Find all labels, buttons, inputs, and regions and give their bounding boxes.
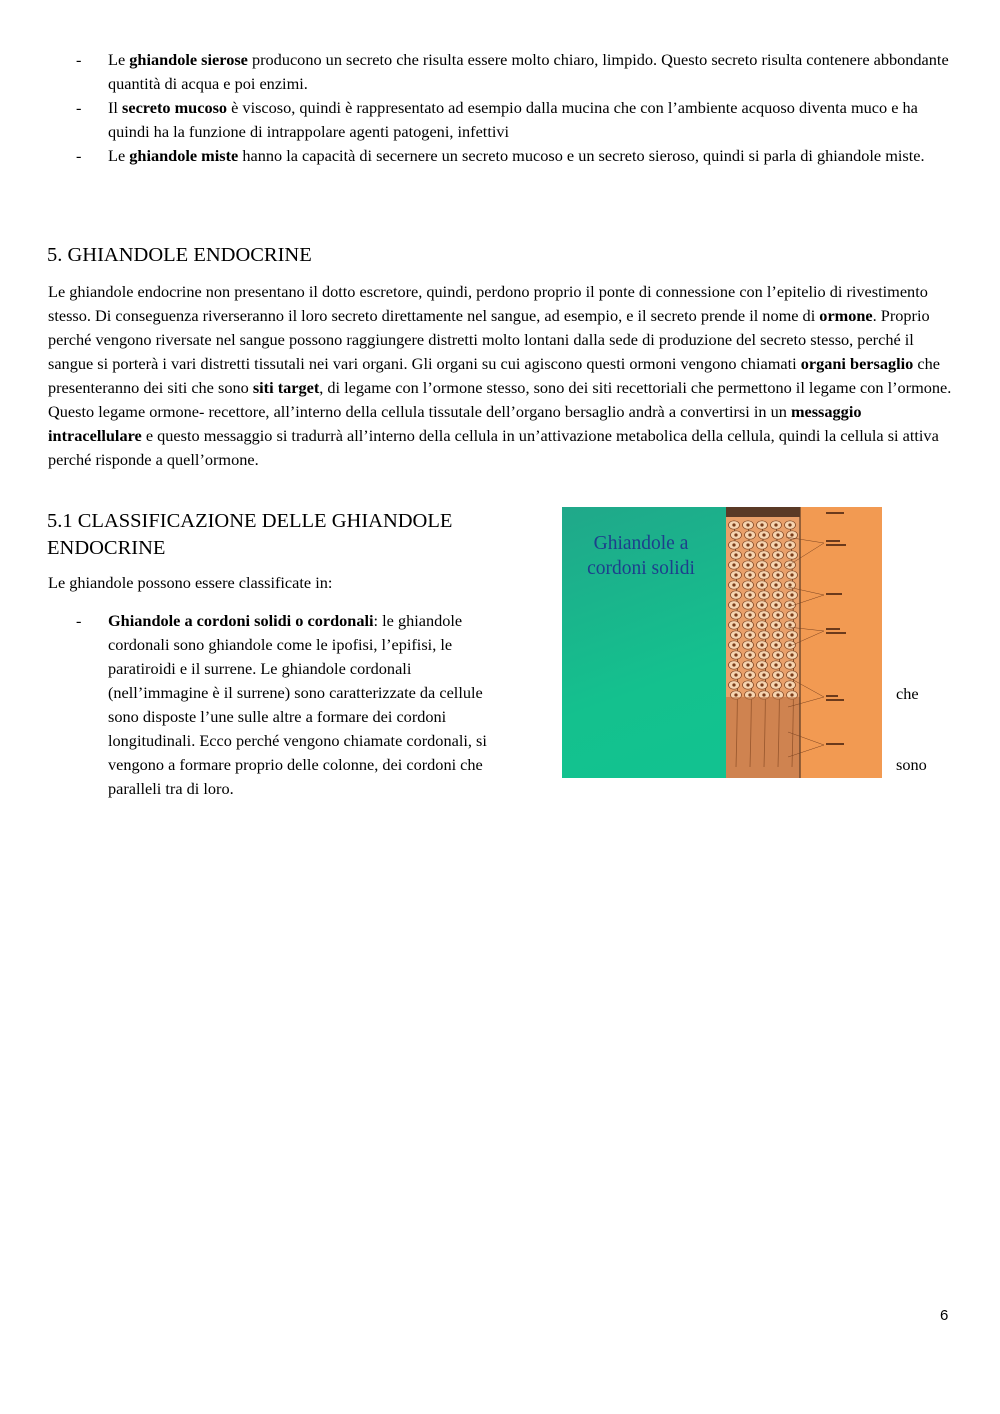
cell-nucleus: [763, 554, 766, 557]
cell-nucleus: [763, 614, 766, 617]
figure-title-line1: Ghiandole a: [593, 533, 689, 554]
cell-nucleus: [791, 614, 794, 617]
list-item-line: [108, 609, 568, 633]
list-item-line: [108, 657, 568, 681]
cell-nucleus: [733, 644, 736, 647]
cell-nucleus: [763, 534, 766, 537]
text-run: e questo messaggio si tradurrà all’interno della cellula in un’attivazione metabolica della cellula, quindi la cellula si attiva perché risponde a quell’ormone.: [48, 426, 939, 469]
list-item-line: [108, 729, 568, 753]
text-run: vengono a formare proprio delle colonne, dei cordoni che: [108, 755, 483, 774]
cell-nucleus: [747, 544, 750, 547]
list-item-line: [108, 681, 568, 705]
bold-term: ormone: [819, 306, 873, 325]
cell-nucleus: [789, 544, 792, 547]
list-dash: -: [76, 50, 82, 69]
cell-nucleus: [777, 534, 780, 537]
text-run: paralleli tra di loro.: [108, 779, 234, 798]
cell-nucleus: [749, 694, 752, 697]
text-run: cordonali sono ghiandole come le ipofisi, l’epifisi, le: [108, 635, 453, 654]
gland-type-list: [76, 48, 956, 168]
list-dash: -: [76, 611, 82, 630]
cell-nucleus: [763, 634, 766, 637]
cell-nucleus: [791, 694, 794, 697]
cell-nucleus: [775, 604, 778, 607]
text-run: sono disposte l’une sulle altre a formare dei cordoni: [108, 707, 447, 726]
cell-nucleus: [775, 564, 778, 567]
list-item-line: [108, 633, 568, 657]
section-5-1-heading-line2: ENDOCRINE: [47, 537, 166, 559]
histology-drawing: [726, 507, 882, 778]
text-run: Le ghiandole endocrine non presentano il dotto escretore, quindi, perdono proprio il ponte di connessione con l’epitelio di rivestimento stesso. Di conseguenza riverseranno il loro secreto direttamente nel sangue, ad esempio, e il secreto prende il nome di: [48, 282, 928, 325]
text-run: : le ghiandole: [373, 611, 463, 630]
cell-nucleus: [735, 694, 738, 697]
cell-nucleus: [777, 614, 780, 617]
cell-nucleus: [761, 644, 764, 647]
cell-nucleus: [775, 544, 778, 547]
cell-nucleus: [733, 584, 736, 587]
cell-nucleus: [733, 524, 736, 527]
cell-nucleus: [775, 584, 778, 587]
cell-nucleus: [777, 594, 780, 597]
text-run: Le: [108, 146, 130, 165]
cell-nucleus: [777, 634, 780, 637]
bold-term: siti target: [252, 378, 320, 397]
bold-term: ghiandole sierose: [129, 50, 248, 69]
cell-nucleus: [761, 524, 764, 527]
section-5-1-heading-line1: 5.1 CLASSIFICAZIONE DELLE GHIANDOLE: [47, 510, 453, 532]
bold-term: organi bersaglio: [800, 354, 914, 373]
cell-nucleus: [761, 604, 764, 607]
cell-nucleus: [763, 674, 766, 677]
cell-nucleus: [747, 604, 750, 607]
text-run: è viscoso, quindi è rappresentato ad esempio dalla mucina che con l’ambiente acquoso diventa muco e ha quindi ha la funzione di intrappolare agenti patogeni, infettivi: [108, 98, 918, 141]
text-run: Il: [108, 98, 123, 117]
cell-nucleus: [775, 624, 778, 627]
cell-nucleus: [791, 534, 794, 537]
cell-nucleus: [747, 564, 750, 567]
list-item-line: [108, 705, 568, 729]
gland-type-item: [76, 48, 956, 96]
text-run: (nell’immagine è il surrene) sono caratterizzate da cellule: [108, 683, 483, 702]
cell-nucleus: [735, 554, 738, 557]
cell-nucleus: [763, 594, 766, 597]
cell-nucleus: [761, 664, 764, 667]
cell-nucleus: [763, 574, 766, 577]
cell-nucleus: [775, 684, 778, 687]
cell-nucleus: [749, 594, 752, 597]
text-run: hanno la capacità di secernere un secreto mucoso e un secreto sieroso, quindi si parla di ghiandole miste.: [238, 146, 925, 165]
text-run: che presenteranno dei siti che sono: [48, 354, 940, 397]
cell-nucleus: [749, 654, 752, 657]
text-run: , di legame con l’ormone stesso, sono dei siti recettoriali che permettono il legame con l’ormone. Questo legame ormone- recettore, all’interno della cellula tissutale dell’organo bersaglio andrà a convertirsi in un: [48, 378, 952, 421]
adrenal-gland-figure: [562, 507, 882, 778]
text-run: longitudinali. Ecco perché vengono chiamate cordonali, si: [108, 731, 487, 750]
cell-nucleus: [777, 554, 780, 557]
cell-nucleus: [749, 534, 752, 537]
cell-nucleus: [777, 574, 780, 577]
cell-nucleus: [735, 574, 738, 577]
cell-nucleus: [761, 624, 764, 627]
cell-nucleus: [791, 634, 794, 637]
cell-nucleus: [735, 654, 738, 657]
cell-nucleus: [747, 584, 750, 587]
cell-nucleus: [777, 654, 780, 657]
figure-title-line2: cordoni solidi: [587, 558, 695, 579]
cell-nucleus: [791, 654, 794, 657]
text-run: paratiroidi e il surrene. Le ghiandole cordonali: [108, 659, 412, 678]
cell-nucleus: [789, 524, 792, 527]
cell-nucleus: [763, 694, 766, 697]
page-number: 6: [940, 1307, 949, 1324]
cell-nucleus: [735, 534, 738, 537]
cell-nucleus: [747, 644, 750, 647]
classification-intro: Le ghiandole possono essere classificate in:: [48, 573, 333, 592]
cell-nucleus: [761, 584, 764, 587]
cell-nucleus: [749, 674, 752, 677]
cell-nucleus: [761, 544, 764, 547]
cell-nucleus: [733, 564, 736, 567]
histology-illustration: [726, 507, 882, 778]
list-item-line: [108, 753, 568, 777]
cell-nucleus: [789, 584, 792, 587]
wrapped-word-che: che: [896, 684, 919, 703]
cell-nucleus: [761, 684, 764, 687]
cell-nucleus: [735, 614, 738, 617]
cell-nucleus: [735, 634, 738, 637]
text-run: Le: [108, 50, 130, 69]
list-dash: -: [76, 98, 82, 117]
gland-type-item: [76, 144, 956, 168]
cell-nucleus: [749, 634, 752, 637]
cell-nucleus: [735, 674, 738, 677]
cell-nucleus: [747, 524, 750, 527]
cell-nucleus: [735, 594, 738, 597]
list-dash: -: [76, 146, 82, 165]
list-item-line: [108, 777, 568, 801]
cell-nucleus: [749, 554, 752, 557]
bold-term: messaggio intracellulare: [48, 402, 862, 445]
wrapped-word-sono: sono: [896, 755, 927, 774]
text-run: producono un secreto che risulta essere molto chiaro, limpido. Questo secreto risulta contenere abbondante quantità di acqua e poi enzimi.: [108, 50, 949, 93]
cell-nucleus: [749, 614, 752, 617]
cell-nucleus: [747, 684, 750, 687]
cell-nucleus: [791, 554, 794, 557]
bold-term: secreto mucoso: [122, 98, 228, 117]
cell-nucleus: [791, 594, 794, 597]
cell-nucleus: [733, 664, 736, 667]
section-5-paragraph: [48, 280, 953, 472]
cell-nucleus: [775, 664, 778, 667]
bold-term: Ghiandole a cordoni solidi o cordonali: [108, 611, 374, 630]
cell-nucleus: [791, 574, 794, 577]
cell-nucleus: [733, 684, 736, 687]
cell-nucleus: [789, 684, 792, 687]
figure-title: [570, 531, 712, 581]
cell-nucleus: [789, 664, 792, 667]
cell-nucleus: [747, 664, 750, 667]
bold-term: ghiandole miste: [129, 146, 239, 165]
cell-nucleus: [775, 644, 778, 647]
cell-nucleus: [791, 674, 794, 677]
cell-nucleus: [747, 624, 750, 627]
cell-nucleus: [763, 654, 766, 657]
cell-nucleus: [777, 694, 780, 697]
section-5-heading: 5. GHIANDOLE ENDOCRINE: [47, 244, 312, 266]
cell-nucleus: [733, 604, 736, 607]
gland-type-item: [76, 96, 956, 144]
cell-nucleus: [761, 564, 764, 567]
cell-nucleus: [749, 574, 752, 577]
cell-nucleus: [775, 524, 778, 527]
cell-nucleus: [789, 624, 792, 627]
cell-nucleus: [733, 624, 736, 627]
text-run: . Proprio perché vengono riversate nel sangue possono raggiungere distretti molto lontani dalla sede di produzione del secreto stesso, perché il sangue si porterà i vari distretti tissutali nei vari organi. Gli organi su cui agiscono questi ormoni vengono chiamati: [48, 306, 930, 373]
cell-nucleus: [777, 674, 780, 677]
cell-nucleus: [733, 544, 736, 547]
